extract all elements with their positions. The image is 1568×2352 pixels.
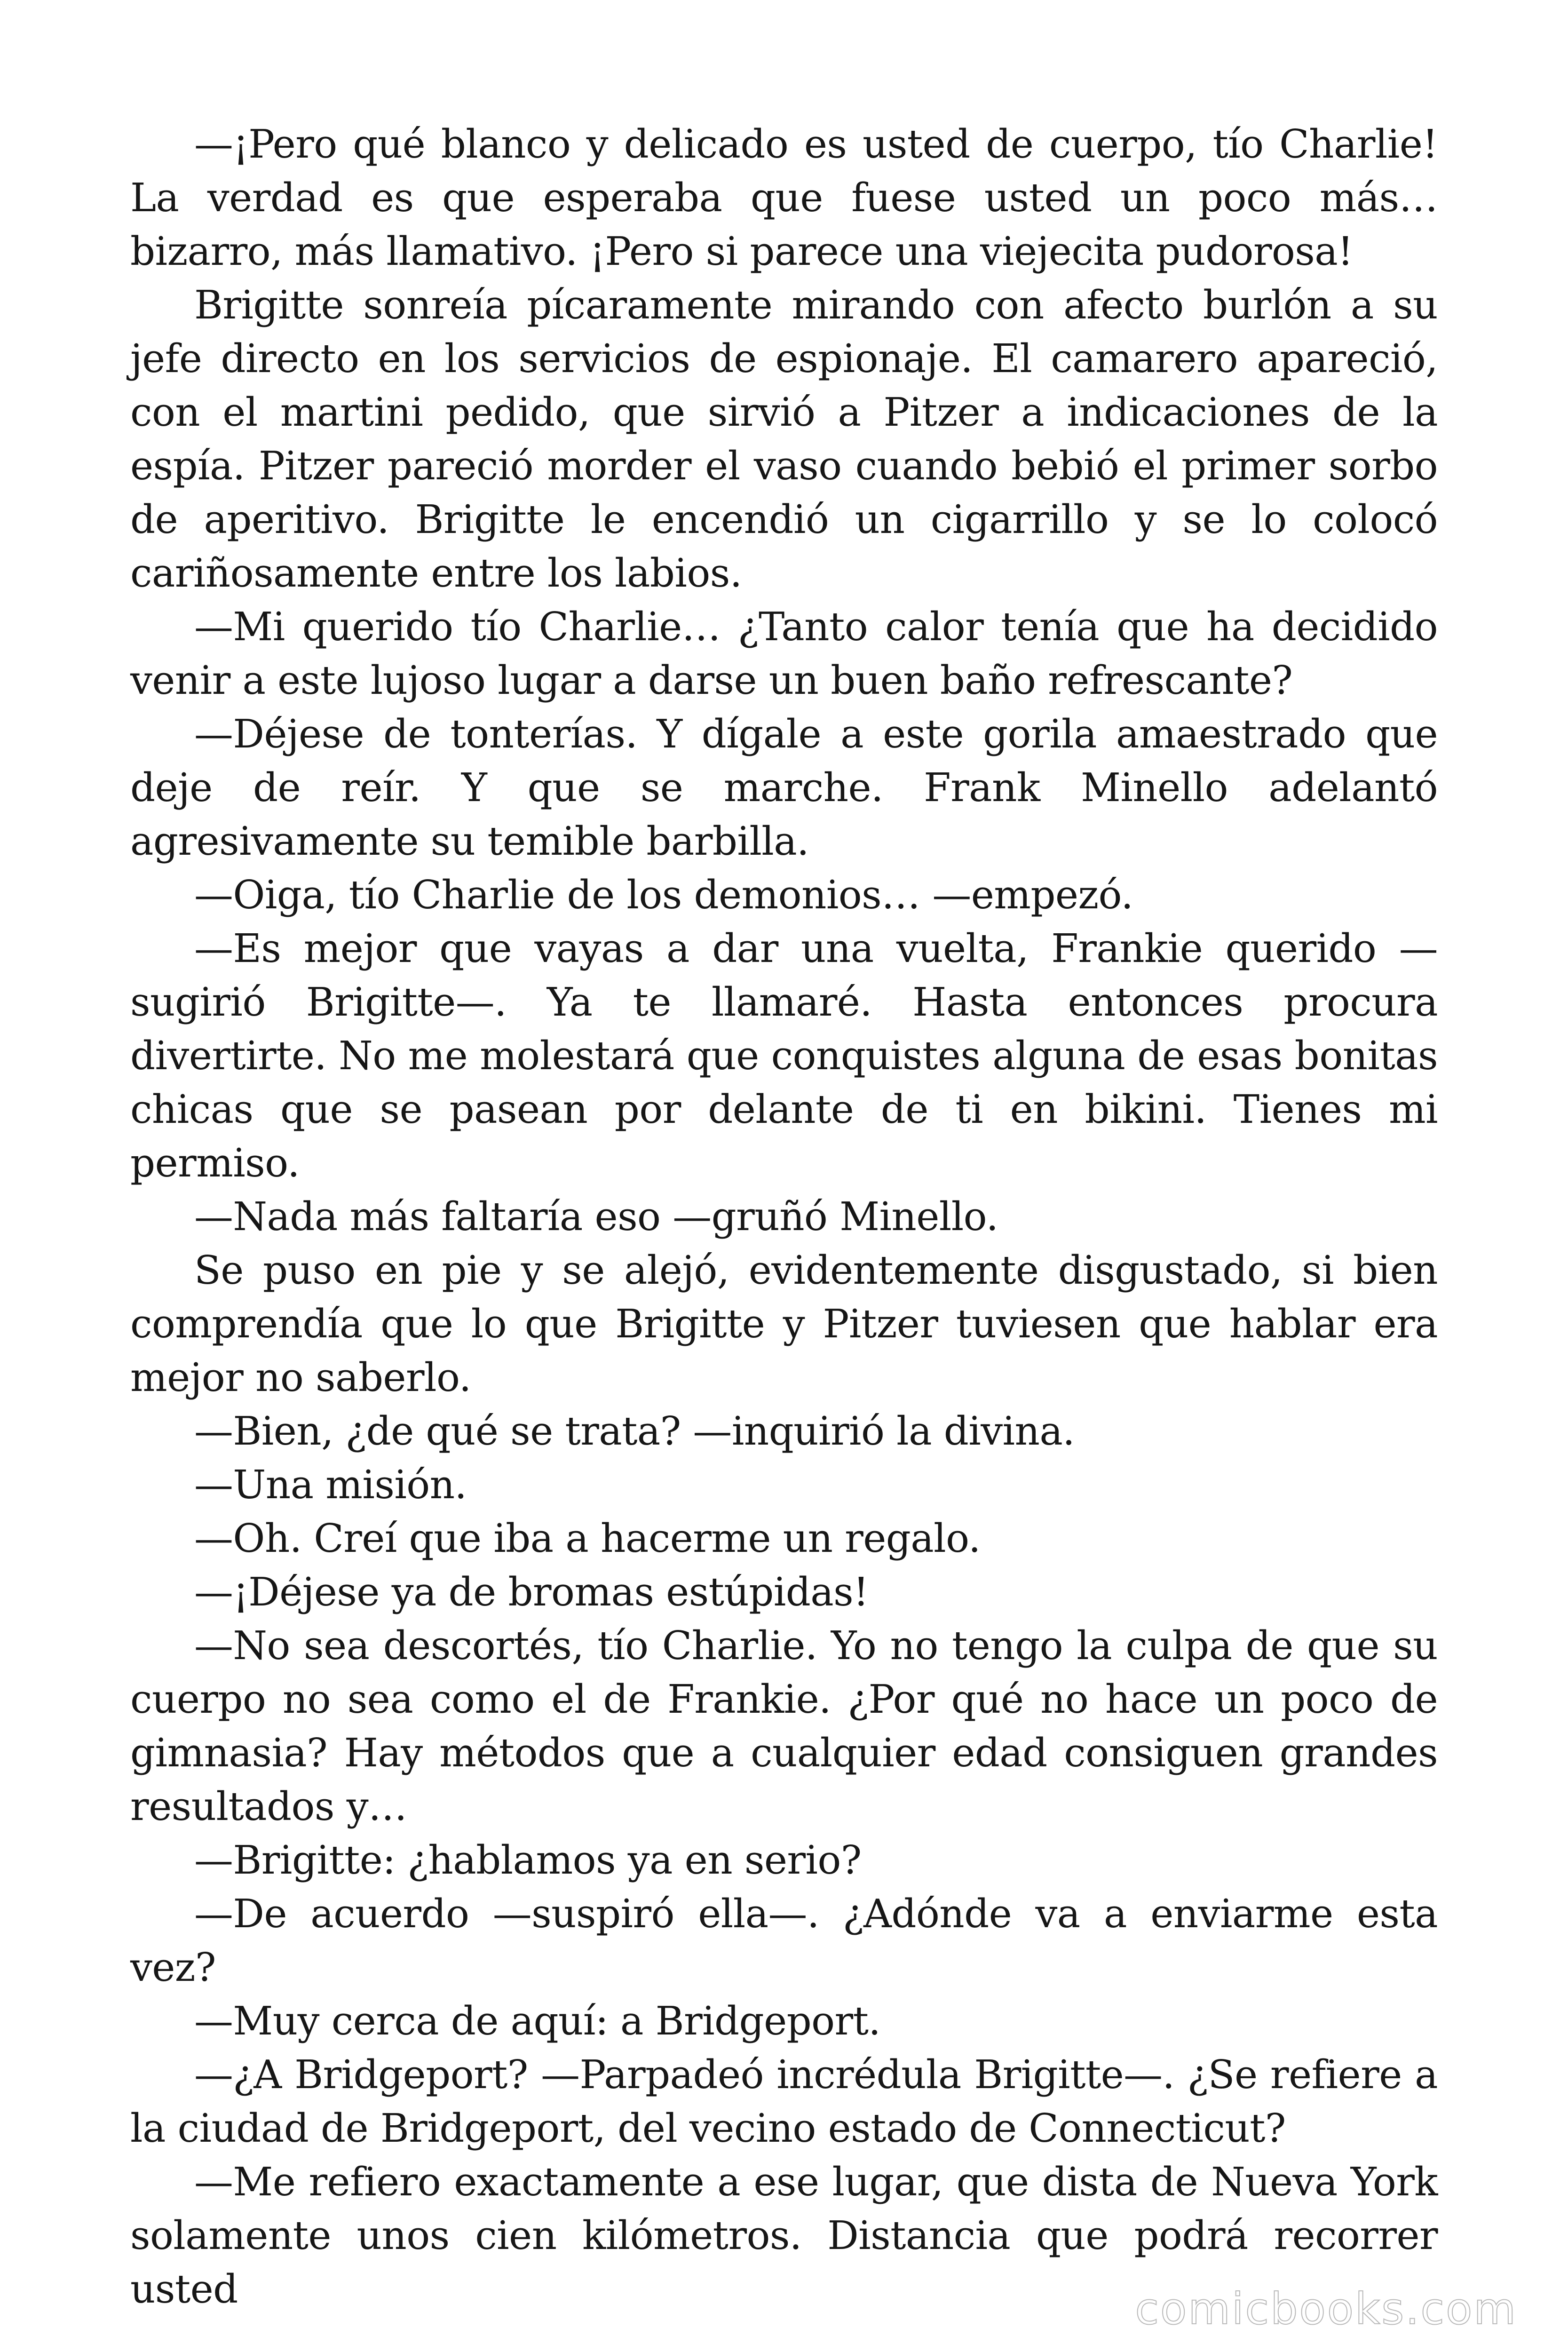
paragraph: Brigitte sonreía pícaramente mirando con afecto burlón a su jefe directo en los servicios de espionaje. El camarero apareció, con el martini pedido, que sirvió a Pitzer a indicaciones de la espía. Pitzer pareció morder el vaso cuando bebió el primer sorbo de aperitivo. Brigitte le encendió un cigarrillo y se lo colocó cariñosamente entre los labios. [130,282,1438,596]
paragraph: Se puso en pie y se alejó, evidentemente disgustado, si bien comprendía que lo que Brigitte y Pitzer tuviesen que hablar era mejor no saberlo. [130,1248,1438,1400]
paragraph: —Muy cerca de aquí: a Bridgeport. [194,1998,881,2044]
body-text [130,118,1438,2316]
paragraph: —Déjese de tonterías. Y dígale a este gorila amaestrado que deje de reír. Y que se marche. Frank Minello adelantó agresivamente su temible barbilla. [130,711,1438,864]
paragraph: —Bien, ¿de qué se trata? —inquirió la divina. [194,1408,1075,1454]
paragraph: —Me refiero exactamente a ese lugar, que dista de Nueva York solamente unos cien kilómetros. Distancia que podrá recorrer usted [130,2159,1438,2312]
paragraph: —Una misión. [194,1462,467,1508]
watermark: comicbooks.com [1135,2284,1517,2334]
paragraph: —Mi querido tío Charlie… ¿Tanto calor tenía que ha decidido venir a este lujoso lugar a darse un buen baño refrescante? [130,604,1438,703]
paragraph: —¿A Bridgeport? —Parpadeó incrédula Brigitte—. ¿Se refiere a la ciudad de Bridgeport, del vecino estado de Connecticut? [130,2052,1438,2151]
paragraph: —¡Déjese ya de bromas estúpidas! [194,1569,869,1615]
paragraph: —¡Pero qué blanco y delicado es usted de cuerpo, tío Charlie! La verdad es que esperaba que fuese usted un poco más… bizarro, más llamativo. ¡Pero si parece una viejecita pudorosa! [130,121,1438,274]
paragraph: —Oiga, tío Charlie de los demonios… —empezó. [194,872,1133,918]
paragraph: —No sea descortés, tío Charlie. Yo no tengo la culpa de que su cuerpo no sea como el de Frankie. ¿Por qué no hace un poco de gimnasia? Hay métodos que a cualquier edad consiguen grandes resultados y… [130,1623,1438,1829]
paragraph: —Oh. Creí que iba a hacerme un regalo. [194,1516,981,1561]
paragraph: —De acuerdo —suspiró ella—. ¿Adónde va a enviarme esta vez? [130,1891,1438,1990]
paragraph: —Nada más faltaría eso —gruñó Minello. [194,1194,998,1240]
paragraph: —Es mejor que vayas a dar una vuelta, Frankie querido —sugirió Brigitte—. Ya te llamaré. Hasta entonces procura divertirte. No me molestará que conquistes alguna de esas bonitas chicas que se pasean por delante de ti en bikini. Tienes mi permiso. [130,926,1438,1186]
paragraph: —Brigitte: ¿hablamos ya en serio? [194,1837,862,1883]
